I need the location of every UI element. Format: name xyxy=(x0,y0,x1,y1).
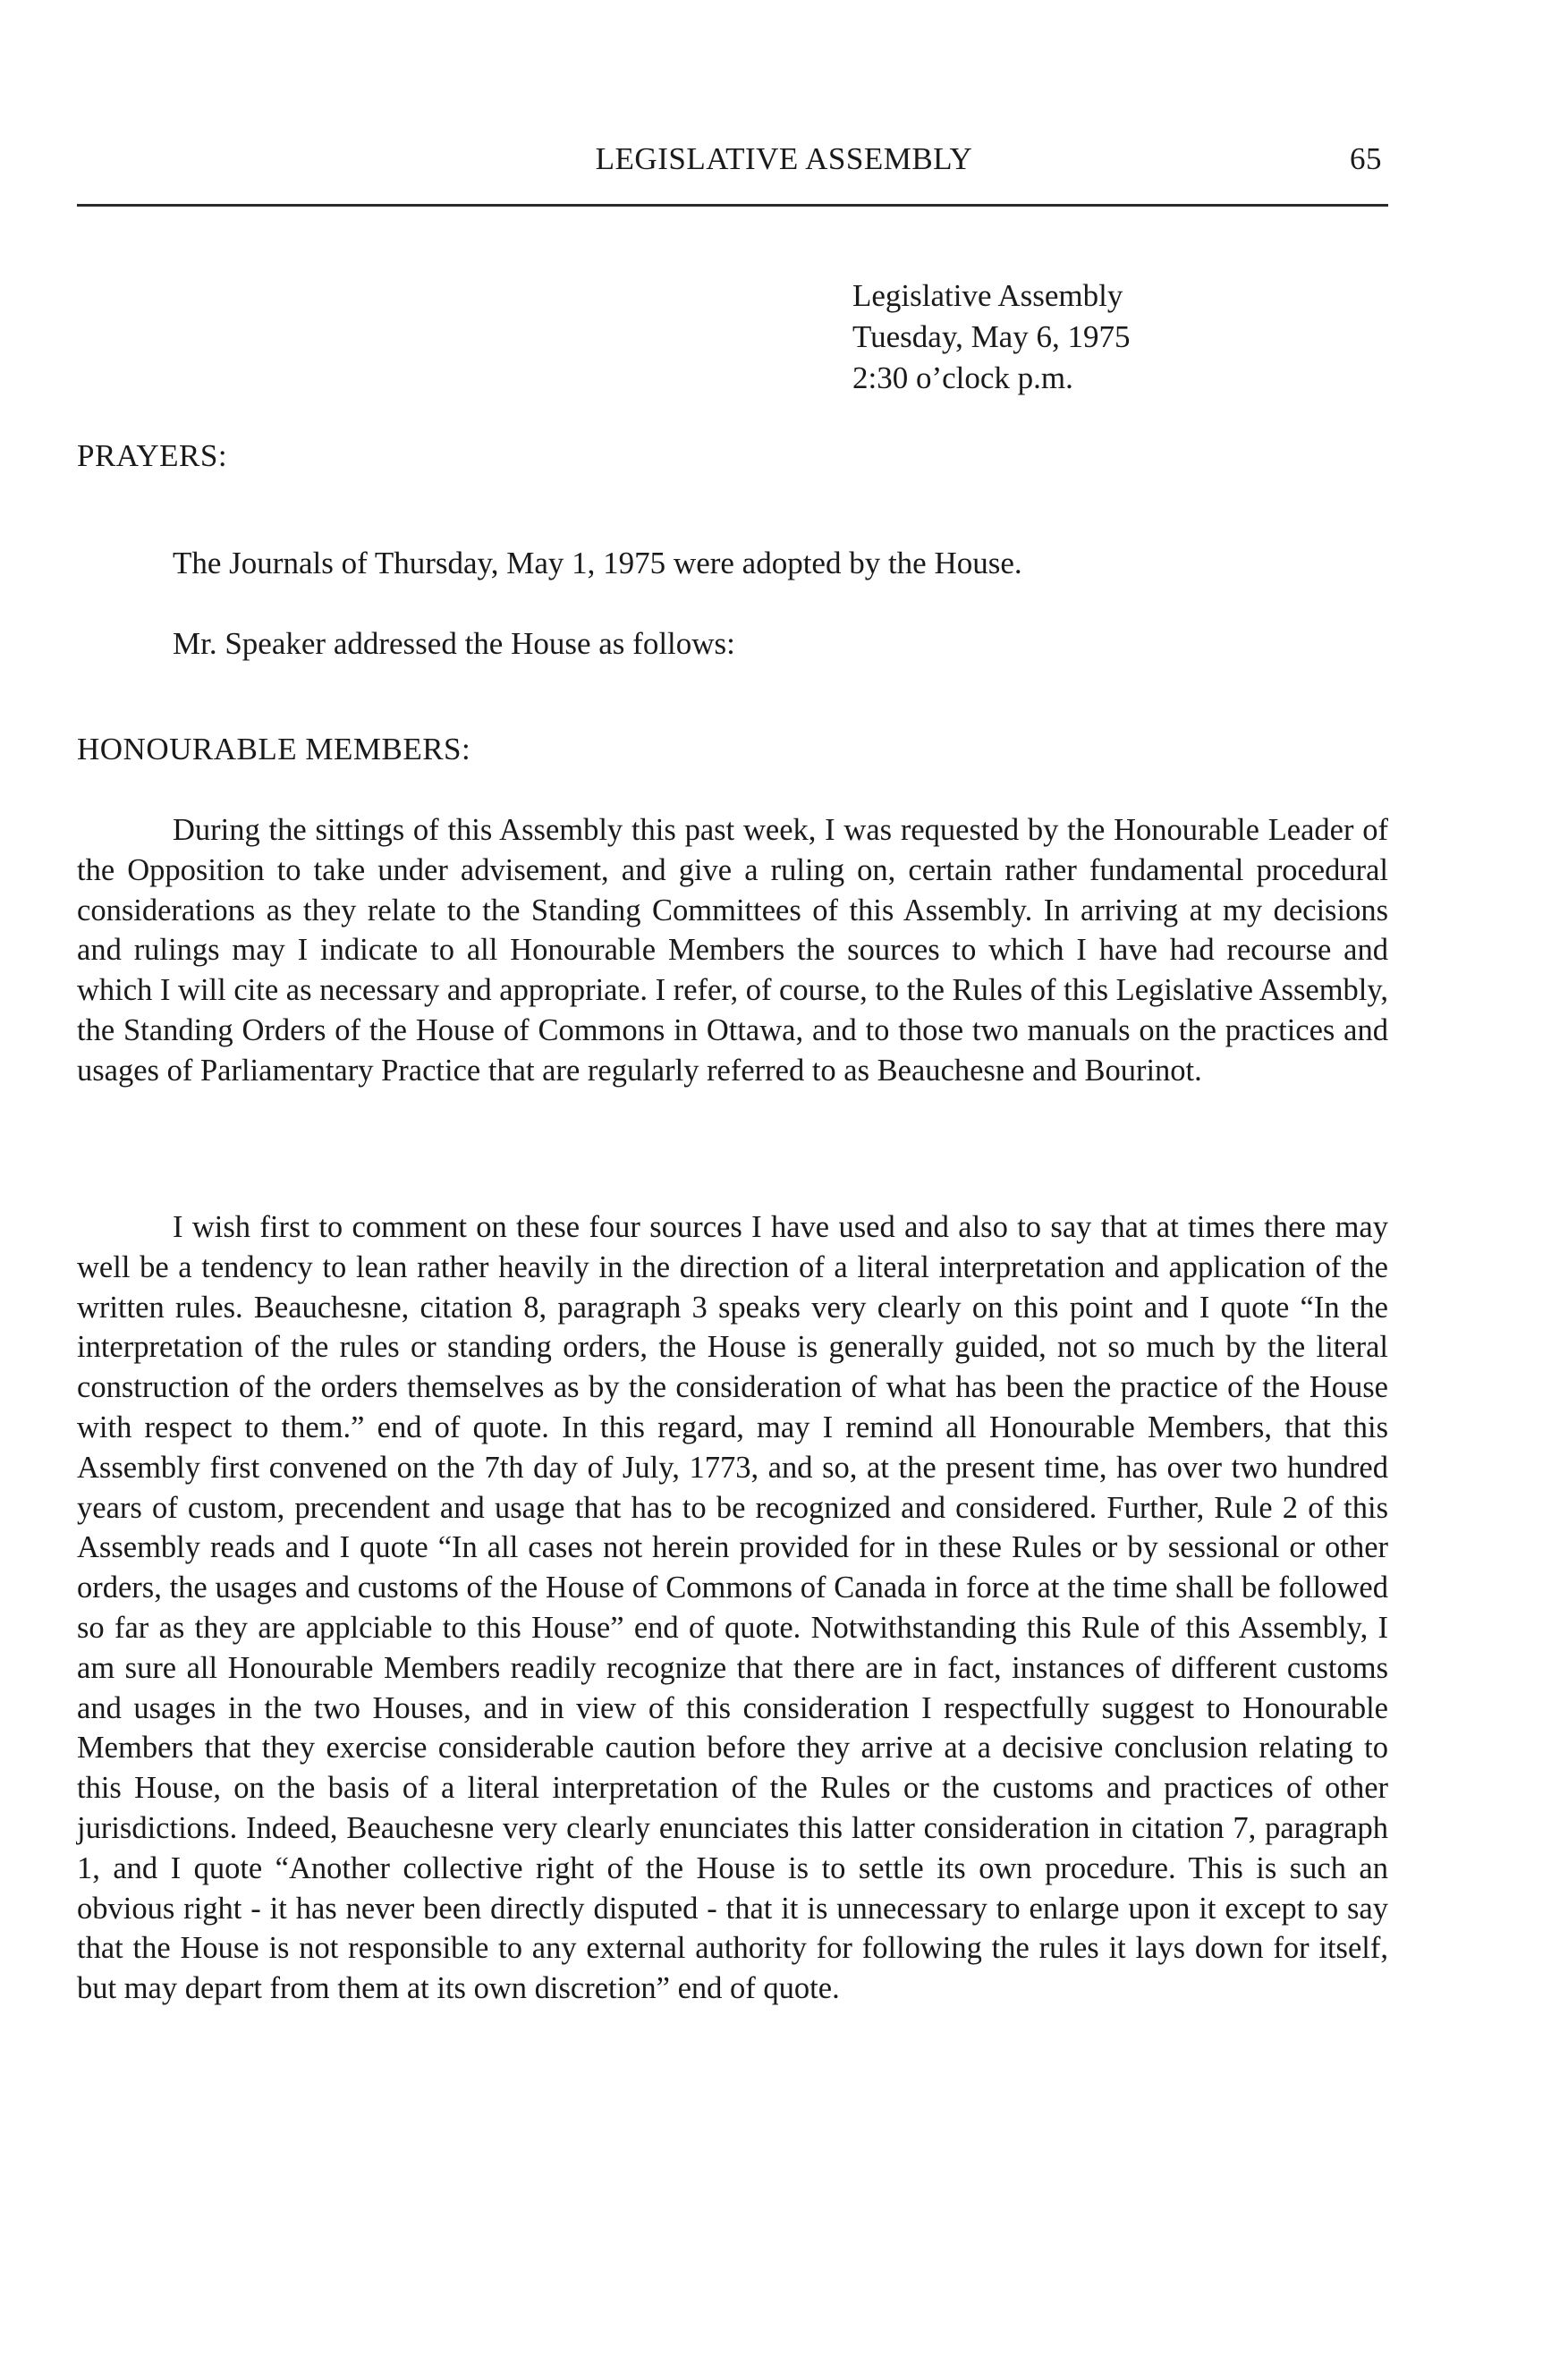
running-header xyxy=(0,141,1568,186)
page-number: 65 xyxy=(1350,141,1382,176)
dateline-date: Tuesday, May 6, 1975 xyxy=(852,319,1131,354)
speaker-address-line: Mr. Speaker addressed the House as follows: xyxy=(173,626,735,661)
dateline-time: 2:30 o’clock p.m. xyxy=(852,360,1073,395)
body-paragraph-2: I wish first to comment on these four sources I have used and also to say that at times there may well be a tendency to lean rather heavily in the direction of a literal interpretation and application of the written rules. Beauchesne, citation 8, paragraph 3 speaks very clearly on this point and I quote “In the interpretation of the rules or standing orders, the House is generally guided, not so much by the literal construction of the orders themselves as by the consideration of what has been the practice of the House with respect to them.” end of quote. In this regard, may I remind all Honourable Members, that this Assembly first convened on the 7th day of July, 1773, and so, at the present time, has over two hundred years of custom, precendent and usage that has to be recognized and considered. Further, Rule 2 of this Assembly reads and I quote “In all cases not herein provided for in these Rules or by sessional or other orders, the usages and customs of the House of Commons of Canada in force at the time shall be followed so far as they are applciable to this House” end of quote. Notwithstanding this Rule of this Assembly, I am sure all Honourable Members readily recognize that there are in fact, instances of different customs and usages in the two Houses, and in view of this consideration I respectfully suggest to Honourable Members that they exercise considerable caution before they arrive at a decisive conclusion relating to this House, on the basis of a literal interpretation of the Rules or the customs and practices of other jurisdictions. Indeed, Beauchesne very clearly enunciates this latter consideration in citation 7, paragraph 1, and I quote “Another collective right of the House is to settle its own procedure. This is such an obvious right - it has never been directly disputed - that it is unnecessary to enlarge upon it except to say that the House is not responsible to any external authority for following the rules it lays down for itself, but may depart from them at its own discretion” end of quote. xyxy=(77,1210,1388,2006)
header-rule xyxy=(77,204,1388,207)
body-paragraph-1: During the sittings of this Assembly this past week, I was requested by the Honourable Leader of the Opposition to take under advisement, and give a ruling on, certain rather fundamental procedural considerations as they relate to the Standing Committees of this Assembly. In arriving at my decisions and rulings may I indicate to all Honourable Members the sources to which I have had recourse and which I will cite as necessary and appropriate. I refer, of course, to the Rules of this Legislative Assembly, the Standing Orders of the House of Commons in Ottawa, and to those two manuals on the practices and usages of Parliamentary Practice that are regularly referred to as Beauchesne and Bourinot. xyxy=(77,813,1389,1088)
dateline xyxy=(852,275,1130,399)
prayers-heading: PRAYERS: xyxy=(77,438,228,473)
honourable-members-heading: HONOURABLE MEMBERS: xyxy=(77,732,471,766)
running-title: LEGISLATIVE ASSEMBLY xyxy=(595,141,973,176)
journals-adopted-line: The Journals of Thursday, May 1, 1975 were adopted by the House. xyxy=(173,546,1022,580)
dateline-place: Legislative Assembly xyxy=(852,278,1123,313)
